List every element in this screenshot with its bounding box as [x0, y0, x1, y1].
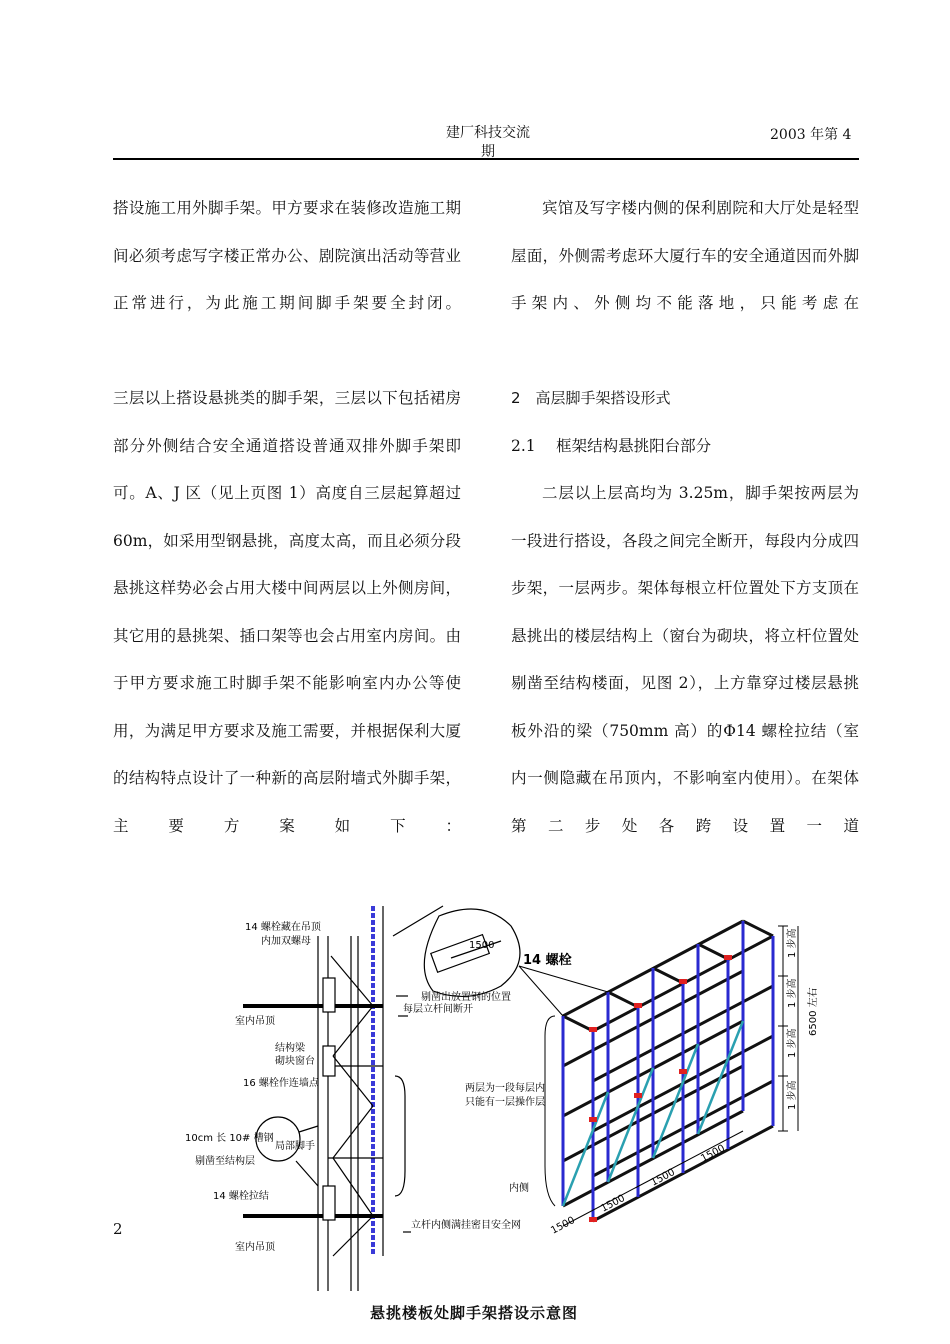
- label-channel: 10cm 长 10# 槽钢: [185, 1133, 274, 1144]
- section-heading-2-1: 2.1 框架结构悬挑阳台部分: [511, 436, 712, 455]
- left-column: [113, 185, 461, 898]
- label-seg-note-2: 只能有一层操作层: [465, 1097, 545, 1108]
- label-dim-height: 6500 左右: [808, 987, 819, 1036]
- label-chisel: 剔凿至结构层: [195, 1156, 255, 1167]
- scaffold-figure: [183, 896, 843, 1296]
- label-board: 局部脚手: [275, 1141, 315, 1152]
- label-net: 立杆内侧满挂密目安全网: [411, 1220, 521, 1231]
- label-inner: 内侧: [509, 1183, 529, 1194]
- section-heading-2: 2 高层脚手架搭设形式: [511, 389, 671, 407]
- label-pole-break: 每层立杆间断开: [403, 1004, 473, 1015]
- label-dim-span-4: 1500: [699, 1142, 727, 1165]
- issue-label: 2003 年第 4: [770, 127, 852, 143]
- label-dim-span-3: 1500: [649, 1166, 677, 1189]
- label-detail: 剔凿出放置钢的位置: [421, 992, 511, 1003]
- label-seg-note-1: 两层为一段每层内: [465, 1083, 545, 1094]
- label-step-3: 1 步高: [787, 1028, 798, 1058]
- label-step-1: 1 步高: [787, 928, 798, 958]
- label-bolt14-top: 14 螺栓藏在吊顶: [245, 922, 321, 933]
- label-dim-span-1: 1500: [549, 1214, 577, 1237]
- label-dim-detail: 1500: [469, 940, 495, 951]
- label-beam: 结构梁: [275, 1043, 305, 1054]
- journal-title: 建厂科技交流期: [446, 125, 530, 160]
- header-rule: [113, 158, 859, 160]
- label-ceiling-1: 室内吊顶: [235, 1016, 275, 1027]
- label-bolt16: 16 螺栓作连墙点: [243, 1078, 319, 1089]
- label-step-4: 1 步高: [787, 1080, 798, 1110]
- label-bolt14-bottom: 14 螺栓拉结: [213, 1191, 269, 1202]
- label-bolt-3d: 14 螺栓: [523, 953, 572, 968]
- left-paragraph-2: 三层以上搭设悬挑类的脚手架，三层以下包括裙房部分外侧结合安全通道搭设普通双排外脚手架即可。A、J 区（见上页图 1）高度自三层起算超过 60m，如采用型钢悬挑，高度太高，而且必须分段悬挑这样势必会占用大楼中间两层以上外侧房间，其它用的悬挑架、插口架等也会占用室内房间。由于甲方要求施工时脚手架不能影响室内办公等使用，为满足甲方要求及施工需要，并根据保利大厦的结构特点设计了一种新的高层附墙式外脚手架，主要方案如下：: [113, 389, 461, 835]
- label-dim-span-2: 1500: [599, 1192, 627, 1215]
- left-paragraph-1: 搭设施工用外脚手架。甲方要求在装修改造施工期间必须考虑写字楼正常办公、剧院演出活动等营业正常进行，为此施工期间脚手架要全封闭。: [113, 199, 461, 312]
- label-step-2: 1 步高: [787, 978, 798, 1008]
- right-paragraph-2: 二层以上层高均为 3.25m，脚手架按两层为一段进行搭设，各段之间完全断开，每段内分成四步架，一层两步。架体每根立杆位置处下方支顶在悬挑出的楼层结构上（窗台为砌块，将立杆位置处剔凿至结构楼面，见图 2），上方靠穿过楼层悬挑板外沿的梁（750mm 高）的Φ14 螺栓拉结（室内一侧隐藏在吊顶内，不影响室内使用）。在架体第二步处各跨设置一道: [511, 484, 859, 835]
- label-ceiling-2: 室内吊顶: [235, 1242, 275, 1253]
- page-number: 2: [113, 1220, 123, 1238]
- label-block-sill: 砌块窗台: [275, 1056, 315, 1067]
- right-column: [511, 185, 859, 898]
- figure-caption: 悬挑楼板处脚手架搭设示意图: [370, 1304, 579, 1322]
- label-bolt14-top2: 内加双螺母: [261, 936, 311, 947]
- right-paragraph-1: 宾馆及写字楼内侧的保利剧院和大厅处是轻型屋面，外侧需考虑环大厦行车的安全通道因而外脚手架内、外侧均不能落地，只能考虑在: [511, 199, 859, 312]
